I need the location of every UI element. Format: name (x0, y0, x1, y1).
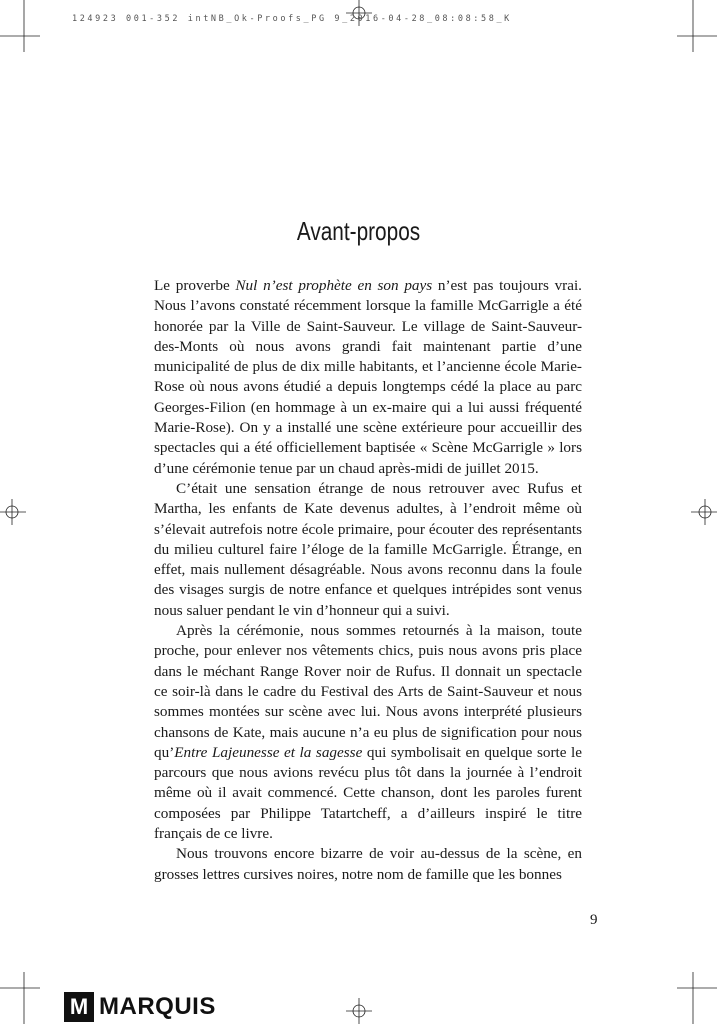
text-run: Le proverbe (154, 277, 236, 294)
crop-mark-top-right (664, 0, 717, 52)
italic-title: Nul n’est prophète en son pays (235, 277, 433, 294)
paragraph (154, 621, 582, 844)
registration-mark-bottom (346, 998, 372, 1024)
logo-wordmark: MARQUIS (99, 993, 216, 1020)
text-run: qui symbolisait en quelque sorte le parcours que nous avions revécu plus tôt dans la journée à l’endroit même où il avait commencé. Cette chanson, dont les paroles furent composées par Philippe Tatartcheff, a d’ailleurs inspiré le titre français de ce livre. (154, 743, 583, 843)
text-run: C’était une sensation étrange de nous retrouver avec Rufus et Martha, les enfants de Kate devenus adultes, à l’endroit même où s’élevait autrefois notre école primaire, pour écouter des représentants du milieu culturel faire l’éloge de la famille McGarrigle. Étrange, en effet, mais nullement désagréable. Nous avons reconnu dans la foule des visages surgis de notre enfance et quelques intrépides sont venus nous saluer pendant le vin d’honneur qui a suivi. (154, 479, 582, 619)
text-run: Nous trouvons encore bizarre de voir au-dessus de la scène, en grosses lettres cursives noires, notre nom de famille que les bonnes (154, 845, 582, 883)
text-run: Après la cérémonie, nous sommes retournés à la maison, toute proche, pour enlever nos vêtements chics, puis nous avons pris place dans le méchant Range Rover noir de Rufus. Il donnait un spectacle ce soir-là dans le cadre du Festival des Arts de Saint-Sauveur et nous sommes montées sur scène avec lui. Nous avons interprété plusieurs chansons de Kate, mais aucune n’a eu plus de signification pour nous qu’ (154, 622, 582, 761)
registration-mark-right (691, 498, 717, 526)
paragraph (154, 844, 582, 885)
crop-mark-bottom-right (664, 972, 717, 1024)
publisher-logo (64, 992, 216, 1022)
text-run: n’est pas toujours vrai. Nous l’avons constaté récemment lorsque la famille McGarrigle a été honorée par la Ville de Saint-Sauveur. Le village de Saint-Sauveur-des-Monts où nous avons grandi fait maintenant partie d’une municipalité de plus de dix mille habitants, et l’ancienne école Marie-Rose où nous avons étudié a depuis longtemps cédé la place au parc Georges-Filion (en hommage à un ex-maire qui a lui aussi fréquenté Marie-Rose). On y a installé une scène extérieure pour accueillir des spectacles qui a été officiellement baptisée « Scène McGarrigle » lors d’une cérémonie tenue par un chaud après-midi de juillet 2015. (154, 277, 582, 477)
body-text (154, 276, 582, 885)
page-title: Avant-propos (296, 216, 421, 246)
crop-mark-bottom-left (0, 972, 40, 1024)
proof-slug: 124923 001-352 intNB_Ok-Proofs_PG 9_2016-04-28_08:08:58_K (72, 14, 512, 24)
registration-mark-left (0, 498, 26, 526)
page-number: 9 (590, 912, 598, 928)
logo-mark-icon: M (64, 992, 94, 1022)
crop-mark-top-left (0, 0, 40, 52)
paragraph (154, 276, 582, 479)
paragraph (154, 479, 582, 621)
italic-title: Entre Lajeunesse et la sagesse (174, 743, 363, 761)
